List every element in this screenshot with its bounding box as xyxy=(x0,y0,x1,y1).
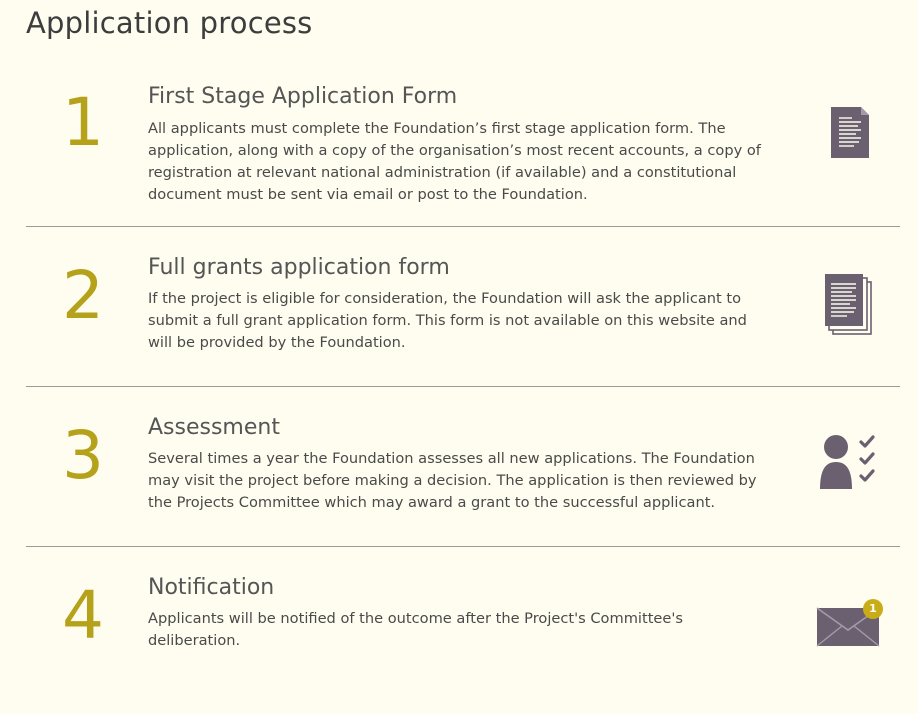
step-title: First Stage Application Form xyxy=(148,84,458,109)
step-3 xyxy=(26,387,900,547)
step-title: Assessment xyxy=(148,415,280,440)
step-description: If the project is eligible for consideration, the Foundation will ask the applicant to submit a full grant application form. This form is not available on this website and will be provided by the Foundation. xyxy=(148,290,747,351)
envelope-notification xyxy=(816,599,888,649)
step-4 xyxy=(26,547,900,697)
step-title: Full grants application form xyxy=(148,255,450,280)
step-1 xyxy=(26,70,900,227)
step-number: 1 xyxy=(62,84,104,161)
page-title: Application process xyxy=(26,6,313,40)
step-number: 3 xyxy=(62,417,104,494)
document-icon xyxy=(830,106,870,160)
person-checklist-icon xyxy=(816,433,882,491)
step-description: All applicants must complete the Foundation’s first stage application form. The application, along with a copy of the organisation’s most recent accounts, a copy of registration at relevant national administration (if available) and a constitutional document must be sent via email or post to the Foundation. xyxy=(148,120,761,203)
notification-badge xyxy=(863,599,883,619)
step-number: 2 xyxy=(62,257,104,334)
documents-stack-icon xyxy=(822,271,876,335)
step-description: Applicants will be notified of the outcome after the Project's Committee's deliberation. xyxy=(148,610,683,649)
step-title: Notification xyxy=(148,575,275,600)
step-description: Several times a year the Foundation assesses all new applications. The Foundation may visit the project before making a decision. The application is then reviewed by the Projects Committee which may award a grant to the successful applicant. xyxy=(148,450,757,511)
step-2 xyxy=(26,227,900,387)
step-number: 4 xyxy=(62,577,104,654)
notification-count: 1 xyxy=(869,602,877,615)
